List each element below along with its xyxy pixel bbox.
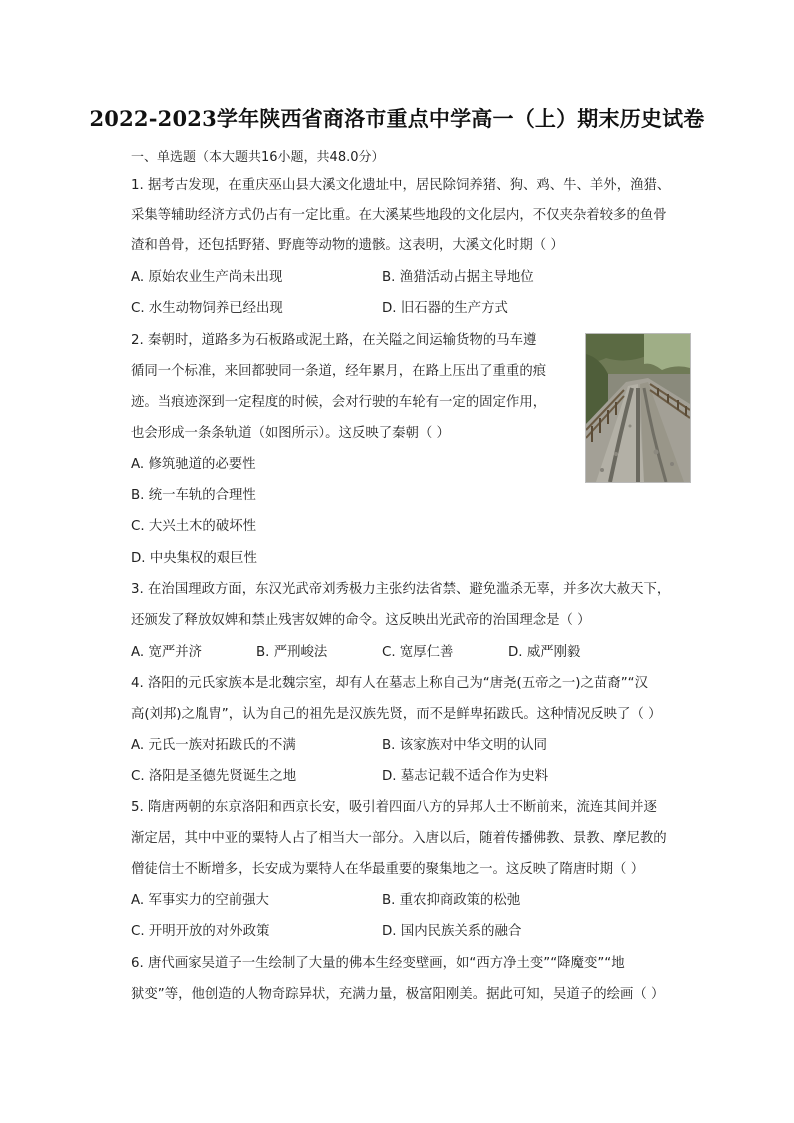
question-2-line-1: 2. 秦朝时，道路多为石板路或泥土路，在关隘之间运输货物的马车遵 [131, 333, 537, 348]
section-heading: 一、单选题（本大题共16小题，共48.0分） [131, 150, 385, 165]
question-1-option-c[interactable]: C. 水生动物饲养已经出现 [131, 301, 283, 316]
question-3-option-d[interactable]: D. 威严刚毅 [508, 645, 581, 660]
question-3-line-2: 还颁发了释放奴婢和禁止残害奴婢的命令。这反映出光武帝的治国理念是（ ） [131, 613, 591, 628]
question-2-option-c[interactable]: C. 大兴土木的破坏性 [131, 519, 256, 534]
question-4-option-b[interactable]: B. 该家族对中华文明的认同 [382, 738, 547, 753]
question-4-option-a[interactable]: A. 元氏一族对拓跋氏的不满 [131, 738, 296, 753]
question-4-line-1: 4. 洛阳的元氏家族本是北魏宗室，却有人在墓志上称自己为“唐尧(五帝之一)之苗裔”“汉 [131, 676, 648, 691]
question-5-option-c[interactable]: C. 开明开放的对外政策 [131, 924, 270, 939]
question-2-line-3: 迹。当痕迹深到一定程度的时候，会对行驶的车轮有一定的固定作用， [131, 395, 547, 410]
question-5-option-d[interactable]: D. 国内民族关系的融合 [382, 924, 522, 939]
ancient-road-ruts-photo [585, 333, 691, 483]
question-4-option-c[interactable]: C. 洛阳是圣德先贤诞生之地 [131, 769, 297, 784]
question-2-line-2: 循同一个标准，来回都驶同一条道，经年累月，在路上压出了重重的痕 [131, 364, 547, 379]
question-2-option-d[interactable]: D. 中央集权的艰巨性 [131, 551, 257, 566]
question-1-line-1: 1. 据考古发现，在重庆巫山县大溪文化遗址中，居民除饲养猪、狗、鸡、牛、羊外，渔猎、 [131, 178, 671, 193]
question-1-option-a[interactable]: A. 原始农业生产尚未出现 [131, 270, 283, 285]
question-5-option-a[interactable]: A. 军事实力的空前强大 [131, 893, 269, 908]
question-5-option-b[interactable]: B. 重农抑商政策的松弛 [382, 893, 521, 908]
question-5-line-2: 渐定居，其中中亚的粟特人占了相当大一部分。入唐以后，随着传播佛教、景教、摩尼教的 [131, 831, 667, 846]
question-1-line-2: 采集等辅助经济方式仍占有一定比重。在大溪某些地段的文化层内，不仅夹杂着较多的鱼骨 [131, 208, 667, 223]
question-4-option-d[interactable]: D. 墓志记载不适合作为史料 [382, 769, 549, 784]
question-5-line-1: 5. 隋唐两朝的东京洛阳和西京长安，吸引着四面八方的异邦人士不断前来，流连其间并逐 [131, 800, 657, 815]
exam-title: 2022-2023学年陕西省商洛市重点中学高一（上）期末历史试卷 [89, 106, 705, 131]
question-6-line-1: 6. 唐代画家吴道子一生绘制了大量的佛本生经变壁画，如“西方净土变”“降魔变”“地 [131, 956, 625, 971]
question-2-line-4: 也会形成一条条轨道（如图所示）。这反映了秦朝（ ） [131, 426, 450, 441]
question-6-line-2: 狱变”等，他创造的人物奇踪异状，充满力量，极富阳刚美。据此可知，吴道子的绘画（ ） [131, 987, 665, 1002]
question-1-option-b[interactable]: B. 渔猎活动占据主导地位 [382, 270, 534, 285]
question-1-line-3: 渣和兽骨，还包括野猪、野鹿等动物的遗骸。这表明，大溪文化时期（ ） [131, 238, 564, 253]
question-1-option-d[interactable]: D. 旧石器的生产方式 [382, 301, 508, 316]
question-4-line-2: 高(刘邦)之胤胄”，认为自己的祖先是汉族先贤，而不是鲜卑拓跋氏。这种情况反映了（ ） [131, 707, 662, 722]
question-2-option-a[interactable]: A. 修筑驰道的必要性 [131, 457, 256, 472]
question-2-option-b[interactable]: B. 统一车轨的合理性 [131, 488, 256, 503]
question-3-option-c[interactable]: C. 宽厚仁善 [382, 645, 454, 660]
question-3-option-a[interactable]: A. 宽严并济 [131, 645, 202, 660]
question-5-line-3: 僧徒信士不断增多，长安成为粟特人在华最重要的聚集地之一。这反映了隋唐时期（ ） [131, 862, 645, 877]
question-3-option-b[interactable]: B. 严刑峻法 [256, 645, 328, 660]
question-3-line-1: 3. 在治国理政方面，东汉光武帝刘秀极力主张约法省禁、避免滥杀无辜，并多次大赦天下， [131, 582, 671, 597]
